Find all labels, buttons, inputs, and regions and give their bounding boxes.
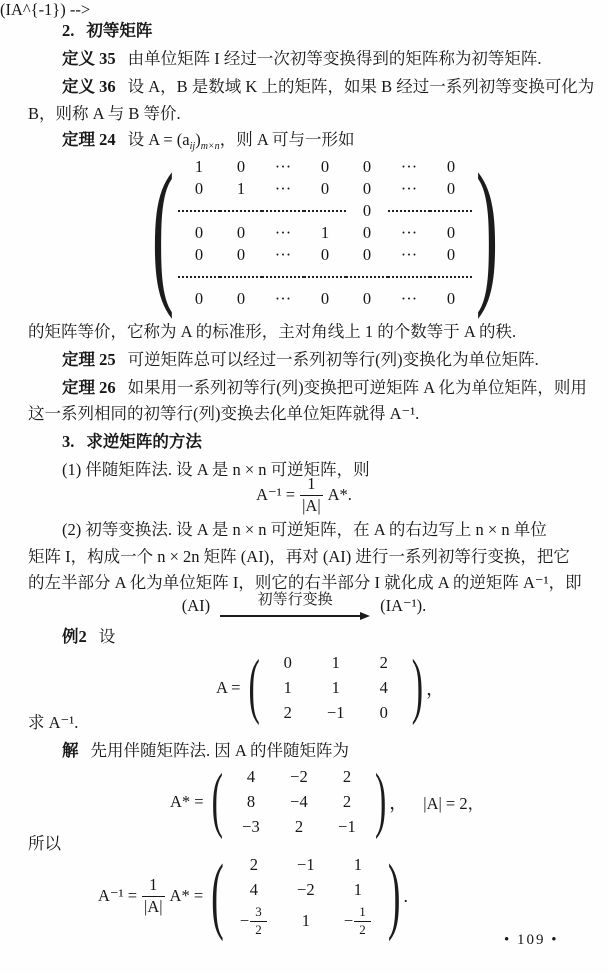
cell-fraction bbox=[250, 904, 267, 938]
theorem-24-label: 定理 24 bbox=[62, 130, 116, 149]
method-2-text-3: 的左半部分 A 化为单位矩阵 I，则它的右半部分 I 就化成 A 的逆矩阵 A⁻¹，即 bbox=[28, 573, 582, 592]
matrix-A-lhs: A = bbox=[216, 678, 241, 697]
matrix-cell: 2 bbox=[283, 703, 292, 722]
matrix-cell: 1 bbox=[320, 223, 330, 242]
matrix-cell: 4 bbox=[379, 678, 388, 697]
definition-35-text: 由单位矩阵 I 经过一次初等变换得到的矩阵称为初等矩阵. bbox=[127, 49, 542, 68]
formula-1-rhs: A*. bbox=[327, 485, 352, 505]
matrix-cell bbox=[388, 210, 430, 212]
left-paren: ( bbox=[211, 848, 224, 944]
right-paren: ) bbox=[475, 142, 498, 322]
matrix-cell bbox=[388, 276, 430, 278]
standard-form-remark-text: 的矩阵等价，它称为 A 的标准形，主对角线上 1 的个数等于 A 的秩. bbox=[28, 322, 517, 341]
fraction-1-over-detA bbox=[300, 474, 323, 516]
matrix-cell bbox=[430, 276, 472, 278]
final-period: . bbox=[403, 885, 408, 906]
matrix-cell: 0 bbox=[362, 289, 372, 308]
matrix-cell: 0 bbox=[446, 223, 456, 242]
matrix-cell: ··· bbox=[274, 157, 292, 176]
theorem-24-t1: 设 A = (a bbox=[127, 130, 190, 149]
matrix-cell: 0 bbox=[320, 179, 330, 198]
solution-label: 解 bbox=[62, 741, 79, 760]
theorem-26-cont-text: 这一系列相同的初等行(列)变换去化单位矩阵就得 A⁻¹. bbox=[28, 404, 420, 423]
definition-36-continued bbox=[28, 103, 181, 124]
example-2-text: 设 bbox=[98, 627, 116, 646]
matrix-row bbox=[264, 651, 408, 676]
matrix-cell bbox=[178, 210, 220, 212]
matrix-row bbox=[178, 156, 472, 178]
theorem-24-t3: ，则 A 可与一形如 bbox=[219, 130, 355, 149]
method-2-text-1: (2) 初等变换法. 设 A 是 n × n 可逆矩阵，在 A 的右边写上 n × n 单位 bbox=[62, 520, 547, 539]
theorem-25-label: 定理 25 bbox=[62, 350, 116, 369]
fraction-numerator: 3 bbox=[250, 904, 267, 921]
matrix-row bbox=[178, 200, 472, 222]
matrix-row bbox=[228, 852, 384, 877]
formula-1-body bbox=[256, 474, 352, 516]
matrix-cell: 0 bbox=[236, 245, 246, 264]
matrix-A-body bbox=[264, 651, 408, 726]
matrix-A-equation bbox=[216, 648, 444, 728]
matrix-cell: 0 bbox=[320, 157, 330, 176]
matrix-cell: 0 bbox=[320, 245, 330, 264]
adjugate-comma: ， bbox=[389, 793, 408, 813]
matrix-cell bbox=[262, 276, 304, 278]
left-paren: ( bbox=[211, 761, 223, 841]
matrix-cell: 0 bbox=[362, 157, 372, 176]
left-paren: ( bbox=[152, 142, 174, 322]
adjugate-lhs: A* = bbox=[170, 792, 204, 811]
matrix-row bbox=[178, 178, 472, 200]
formula-inverse-adjugate bbox=[0, 474, 608, 516]
matrix-cell bbox=[228, 902, 280, 940]
matrix-cell bbox=[220, 210, 262, 212]
section-3-heading bbox=[62, 431, 202, 452]
formula-2-rhs: (IA⁻¹). bbox=[380, 596, 427, 616]
matrix-cell: −1 bbox=[297, 854, 315, 874]
formula-2-body bbox=[182, 592, 427, 620]
matrix-row bbox=[178, 244, 472, 266]
arrow-label: 初等行变换 bbox=[257, 592, 333, 608]
final-inverse-equation bbox=[98, 848, 408, 944]
matrix-cell: 8 bbox=[246, 792, 256, 811]
solution-line bbox=[62, 740, 349, 761]
definition-35-label: 定义 35 bbox=[62, 49, 116, 68]
fraction-denominator: 2 bbox=[359, 921, 366, 937]
formula-2-lhs: (AI) bbox=[181, 596, 211, 616]
final-lhs-1: A⁻¹ = bbox=[98, 886, 138, 905]
matrix-cell: 0 bbox=[362, 201, 372, 220]
right-paren: ) bbox=[411, 647, 424, 727]
matrix-row bbox=[264, 676, 408, 701]
section-2-heading bbox=[62, 20, 152, 41]
matrix-cell: −4 bbox=[290, 792, 308, 811]
matrix-cell: 0 bbox=[236, 157, 246, 176]
method-2-text-2: 矩阵 I，构成一个 n × 2n 矩阵 (AI)，再对 (AI) 进行一系列初等行变换，把它 bbox=[28, 547, 570, 566]
arrow-head bbox=[360, 612, 370, 620]
theorem-25 bbox=[62, 349, 539, 370]
matrix-cell: 2 bbox=[249, 854, 258, 874]
matrix-cell: 0 bbox=[236, 223, 246, 242]
matrix-cell: ··· bbox=[274, 223, 292, 242]
find-inverse-text: 求 A⁻¹. bbox=[28, 713, 79, 732]
matrix-cell: ··· bbox=[400, 157, 418, 176]
adjugate-matrix-equation bbox=[170, 762, 484, 842]
matrix-cell bbox=[220, 276, 262, 278]
definition-36 bbox=[62, 76, 594, 97]
theorem-26-text: 如果用一系列初等行(列)变换把可逆矩阵 A 化为单位矩阵，则用 bbox=[127, 378, 587, 397]
page-number: • 109 • bbox=[504, 932, 559, 948]
matrix-cell: 1 bbox=[236, 179, 246, 198]
matrix-cell: −2 bbox=[297, 879, 315, 899]
inverse-matrix-body bbox=[228, 852, 384, 940]
matrix-cell: ··· bbox=[400, 289, 418, 308]
definition-35 bbox=[62, 48, 542, 69]
solution-text: 先用伴随矩阵法. 因 A 的伴随矩阵为 bbox=[90, 741, 350, 760]
matrix-cell bbox=[430, 210, 472, 212]
fraction-denominator: 2 bbox=[255, 921, 262, 937]
matrix-cell: 1 bbox=[353, 854, 362, 874]
formula-row-transform-arrow bbox=[0, 592, 608, 620]
matrix-cell bbox=[304, 276, 346, 278]
section-3-number: 3. bbox=[62, 432, 75, 451]
matrix-cell: −1 bbox=[326, 703, 345, 722]
matrix-cell bbox=[332, 902, 384, 940]
theorem-26 bbox=[62, 377, 587, 398]
matrix-cell: 2 bbox=[342, 767, 352, 786]
matrix-cell: 1 bbox=[331, 653, 340, 672]
matrix-cell bbox=[262, 210, 304, 212]
matrix-cell: ··· bbox=[400, 179, 418, 198]
matrix-cell: 1 bbox=[331, 678, 340, 697]
matrix-cell: 0 bbox=[194, 289, 204, 308]
matrix-cell: 2 bbox=[294, 817, 304, 836]
section-number: 2. bbox=[62, 21, 75, 40]
matrix-row bbox=[227, 790, 371, 815]
matrix-cell: 0 bbox=[379, 703, 388, 722]
matrix-cell: 2 bbox=[342, 792, 352, 811]
left-paren: ( bbox=[248, 647, 260, 727]
matrix-cell: 0 bbox=[362, 245, 372, 264]
matrix-cell: ··· bbox=[400, 245, 418, 264]
matrix-cell: 0 bbox=[446, 157, 456, 176]
matrix-cell: 0 bbox=[446, 245, 456, 264]
matrix-cell: 0 bbox=[446, 289, 456, 308]
matrix-row bbox=[178, 288, 472, 310]
matrix-cell bbox=[304, 210, 346, 212]
matrix-cell: 1 bbox=[283, 678, 292, 697]
right-paren: ) bbox=[374, 761, 387, 841]
definition-36-cont-text: B，则称 A 与 B 等价. bbox=[28, 104, 181, 123]
matrix-A-comma: ， bbox=[426, 679, 445, 699]
matrix-cell: 0 bbox=[362, 223, 372, 242]
theorem-26-label: 定理 26 bbox=[62, 378, 116, 397]
therefore-line bbox=[28, 833, 61, 854]
section-3-title: 求逆矩阵的方法 bbox=[86, 432, 202, 451]
example-2-label: 例2 bbox=[62, 627, 87, 646]
matrix-cell: 1 bbox=[194, 157, 204, 176]
theorem-24-t2: ) bbox=[195, 130, 201, 149]
matrix-cell: 0 bbox=[320, 289, 330, 308]
cell-fraction bbox=[354, 904, 371, 938]
fraction-numerator: 1 bbox=[142, 875, 165, 897]
matrix-cell: 0 bbox=[194, 223, 204, 242]
matrix-cell: ··· bbox=[274, 245, 292, 264]
matrix-cell: ··· bbox=[274, 179, 292, 198]
matrix-row bbox=[178, 266, 472, 288]
matrix-cell: −1 bbox=[338, 817, 356, 836]
matrix-cell: 1 bbox=[353, 879, 362, 899]
method-2-line-1 bbox=[62, 519, 547, 540]
matrix-cell: 0 bbox=[194, 245, 204, 264]
matrix-cell: 2 bbox=[379, 653, 388, 672]
section-title: 初等矩阵 bbox=[86, 21, 153, 40]
matrix-row bbox=[228, 877, 384, 902]
matrix-row bbox=[227, 765, 371, 790]
find-inverse-line bbox=[28, 712, 78, 733]
textbook-page: 2. 初等矩阵 定义 35 由单位矩阵 I 经过一次初等变换得到的矩阵称为初等矩阵. 定义 36 设 A，B 是数域 K 上的矩阵，如果 B 经过一系列初等变换可化为 B，则称 A 与 B 等价. 定理 24 设 $A = (a_{ij})_{m\times n}$，则 A 可与一形如 ( 1 0 ··· 0 0 ··· 0 0 1 ··· 0 0 ··· 0 0 0 0 ··· 1 0 ··· 0 0 0 ··· 0 0 ··· 0 0 0 ··· 0 0 ··· 0 ) 的矩阵等价，它称为 A 的标准形，主对角线上 1 的个数等于 A 的秩. 定理 25 可逆矩阵总可以经过一系列初等行(列)变换化为单位矩阵. 定理 26 如果用一系列初等行(列)变换把可逆矩阵 A 化为单位矩阵，则用 这一系列相同的初等行(列)变换去化单位矩阵就得 A⁻¹. 3. 求逆矩阵的方法 (1) 伴随矩阵法. 设 A 是 n × n 可逆矩阵，则 A⁻¹ = $\frac{1}{|A|}$ A*. (2) 初等变换法. 设 A 是 n × n 可逆矩阵，在 A 的右边写上 n × n 单位 矩阵 I，构成一个 n × 2n 矩阵 (AI)，再对 (AI) 进行一系列初等行变换，把它 的左半部分 A 化为单位矩阵 I，则它的右半部分 I 就化成 A 的逆矩阵 A⁻¹，即 (IA^{-1}) --> (AI) 初等行变换 (IA⁻¹). 例2 设 A = ( 0 1 2 1 1 4 2 −1 0 ) ， 求 A⁻¹. 解 先用伴随矩阵法. 因 A 的伴随矩阵为 A* = ( 4 −2 2 8 −4 2 −3 2 −1 ) ， |A| = 2， 所以 A⁻¹ = $\frac{1}{|A|}$ A* = ( 2 −1 1 4 −2 1 − $\frac{3}{2}$ 1 − $\frac{1}{2}$ ) . • 109 • bbox=[0, 0, 608, 974]
matrix-cell: ··· bbox=[400, 223, 418, 242]
matrix-body bbox=[178, 156, 472, 310]
matrix-row bbox=[228, 902, 384, 940]
fraction-numerator: 1 bbox=[354, 904, 371, 921]
matrix-cell: 0 bbox=[194, 179, 204, 198]
subscript-ij: ij bbox=[189, 141, 196, 152]
formula-1-lhs: A⁻¹ = bbox=[256, 485, 296, 505]
definition-36-text: 设 A，B 是数域 K 上的矩阵，如果 B 经过一系列初等变换可化为 bbox=[127, 77, 595, 96]
fraction-denominator: |A| bbox=[144, 896, 163, 916]
minus-sign: − bbox=[343, 911, 354, 930]
matrix-cell: 0 bbox=[283, 653, 292, 672]
theorem-25-text: 可逆矩阵总可以经过一系列初等行(列)变换化为单位矩阵. bbox=[127, 350, 539, 369]
theorem-24 bbox=[62, 129, 354, 153]
adjugate-matrix-body bbox=[227, 765, 371, 840]
matrix-cell bbox=[178, 276, 220, 278]
fraction-denominator: |A| bbox=[302, 495, 321, 515]
fraction-1-over-detA-final bbox=[142, 875, 165, 917]
matrix-cell: 1 bbox=[301, 911, 310, 930]
minus-sign: − bbox=[239, 911, 250, 930]
subscript-mxn: m×n bbox=[200, 141, 220, 152]
matrix-row bbox=[264, 701, 408, 726]
matrix-cell: 4 bbox=[246, 767, 256, 786]
arrow-shaft bbox=[220, 615, 360, 617]
matrix-cell: 0 bbox=[446, 179, 456, 198]
matrix-cell: −3 bbox=[242, 817, 260, 836]
therefore-text: 所以 bbox=[28, 834, 61, 853]
matrix-row bbox=[178, 222, 472, 244]
theorem-26-continued bbox=[28, 403, 419, 424]
matrix-row bbox=[227, 815, 371, 840]
right-paren: ) bbox=[387, 848, 401, 944]
final-lhs-2: A* = bbox=[169, 886, 204, 905]
matrix-cell bbox=[346, 276, 388, 278]
arrow-graphic bbox=[220, 612, 370, 620]
matrix-cell: 4 bbox=[249, 879, 258, 899]
fraction-numerator: 1 bbox=[300, 474, 323, 496]
standard-form-remark bbox=[28, 321, 516, 342]
definition-36-label: 定义 36 bbox=[62, 77, 116, 96]
method-2-line-3 bbox=[28, 572, 582, 593]
method-1-text: (1) 伴随矩阵法. 设 A 是 n × n 可逆矩阵，则 bbox=[62, 460, 370, 479]
determinant-value: |A| = 2， bbox=[423, 794, 485, 813]
method-2-line-2 bbox=[28, 546, 570, 567]
labeled-arrow bbox=[220, 592, 370, 620]
matrix-cell: ··· bbox=[274, 289, 292, 308]
example-2-heading bbox=[62, 626, 115, 647]
matrix-cell: 0 bbox=[362, 179, 372, 198]
matrix-cell: 0 bbox=[236, 289, 246, 308]
matrix-cell: −2 bbox=[290, 767, 308, 786]
